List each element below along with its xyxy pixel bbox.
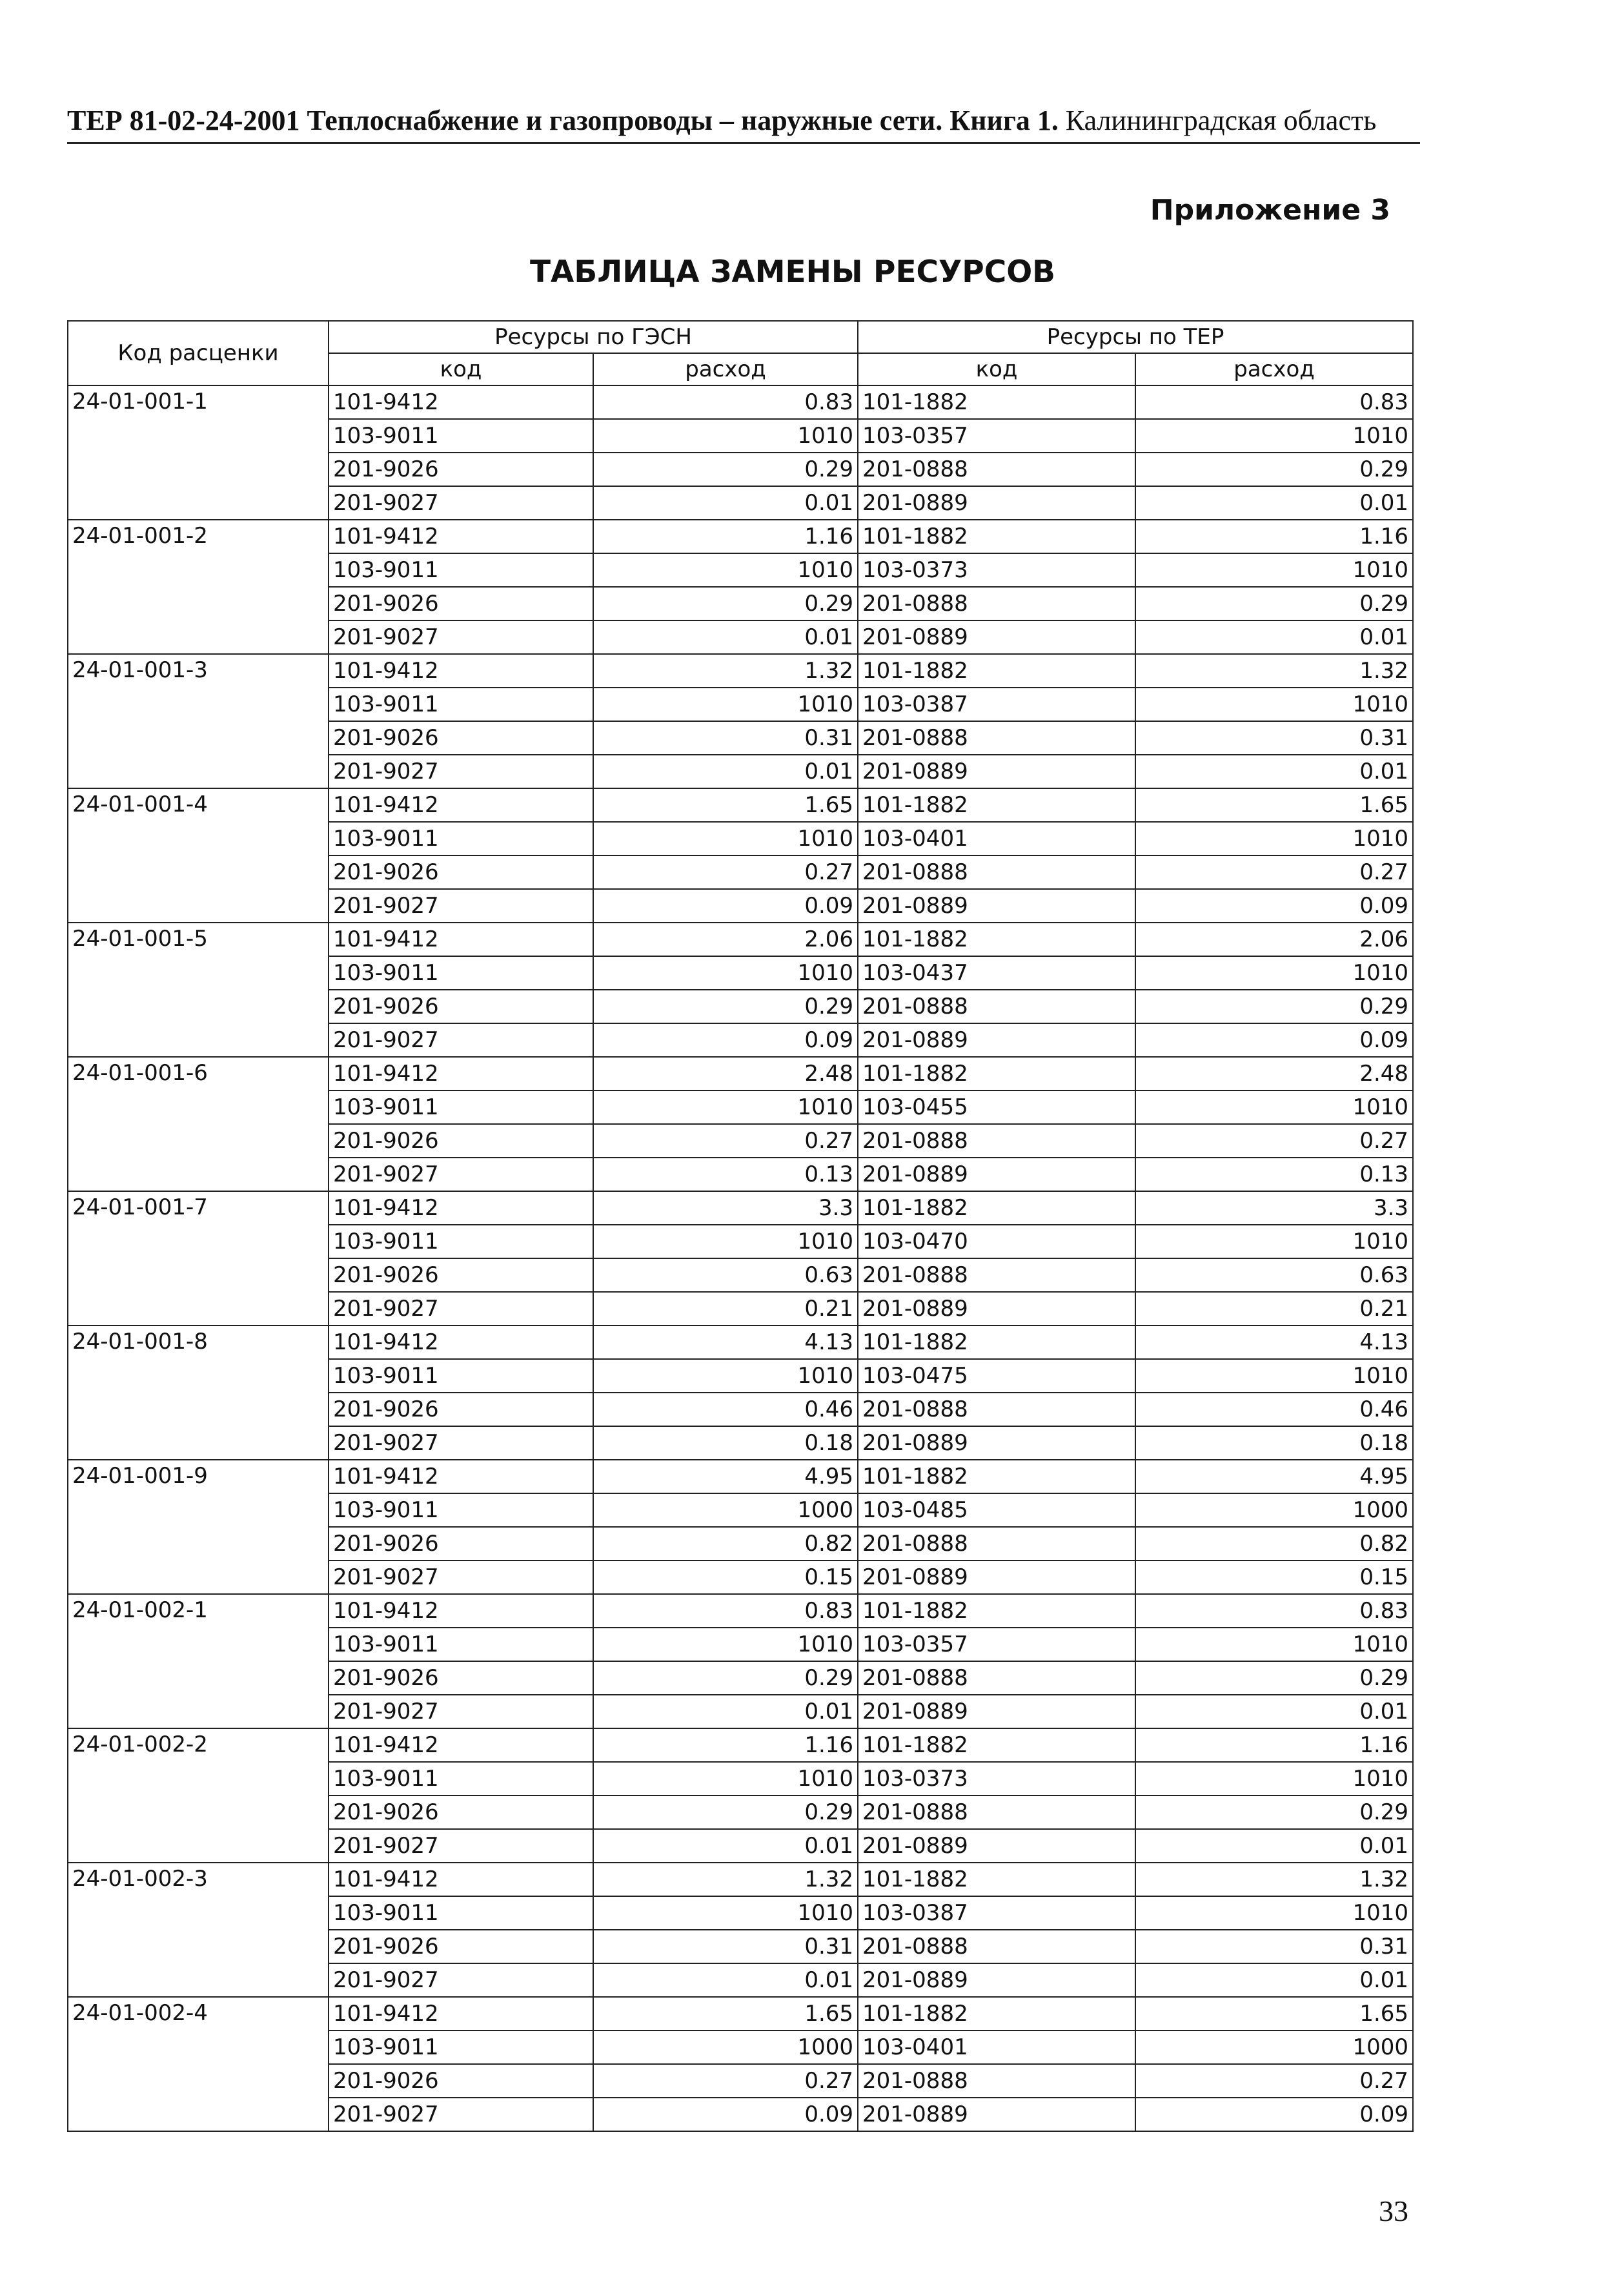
header-title: ТЕР 81-02-24-2001 Теплоснабжение и газопроводы – наружные сети. Книга 1.: [67, 105, 1059, 136]
gesn-qty-cell: 1010: [593, 1225, 858, 1258]
gesn-qty-cell: 2.48: [593, 1057, 858, 1090]
gesn-code-cell: 103-9011: [329, 419, 593, 453]
gesn-code-cell: 201-9026: [329, 990, 593, 1023]
gesn-qty-cell: 0.29: [593, 587, 858, 620]
ter-code-cell: 101-1882: [858, 1594, 1135, 1628]
gesn-code-cell: 101-9412: [329, 1594, 593, 1628]
gesn-code-cell: 103-9011: [329, 1896, 593, 1930]
rate-code-cell: 24-01-001-2: [68, 520, 329, 654]
ter-qty-cell: 0.01: [1135, 1695, 1413, 1728]
gesn-qty-cell: 0.29: [593, 1795, 858, 1829]
ter-code-cell: 101-1882: [858, 1191, 1135, 1225]
ter-code-cell: 201-0889: [858, 889, 1135, 923]
gesn-code-cell: 103-9011: [329, 1762, 593, 1795]
ter-qty-cell: 1010: [1135, 688, 1413, 721]
ter-qty-cell: 1010: [1135, 1225, 1413, 1258]
gesn-code-cell: 101-9412: [329, 654, 593, 688]
gesn-qty-cell: 1010: [593, 822, 858, 855]
gesn-qty-cell: 1.65: [593, 788, 858, 822]
ter-qty-cell: 0.29: [1135, 1661, 1413, 1695]
ter-qty-cell: 0.83: [1135, 385, 1413, 419]
gesn-qty-cell: 0.01: [593, 486, 858, 520]
ter-code-cell: 201-0888: [858, 1124, 1135, 1158]
ter-qty-cell: 0.09: [1135, 1023, 1413, 1057]
ter-qty-cell: 0.27: [1135, 855, 1413, 889]
ter-code-cell: 103-0437: [858, 956, 1135, 990]
ter-code-cell: 101-1882: [858, 1863, 1135, 1896]
col-header-ter-qty: расход: [1135, 353, 1413, 385]
gesn-qty-cell: 1000: [593, 1493, 858, 1527]
ter-qty-cell: 0.83: [1135, 1594, 1413, 1628]
ter-code-cell: 201-0889: [858, 1158, 1135, 1191]
gesn-code-cell: 201-9027: [329, 1292, 593, 1325]
gesn-code-cell: 201-9026: [329, 1930, 593, 1963]
ter-qty-cell: 3.3: [1135, 1191, 1413, 1225]
table-row: [68, 788, 1413, 822]
gesn-qty-cell: 0.01: [593, 1963, 858, 1997]
gesn-qty-cell: 0.83: [593, 1594, 858, 1628]
ter-qty-cell: 1010: [1135, 1359, 1413, 1393]
ter-code-cell: 101-1882: [858, 1997, 1135, 2030]
ter-code-cell: 201-0889: [858, 1560, 1135, 1594]
ter-code-cell: 201-0888: [858, 587, 1135, 620]
gesn-code-cell: 101-9412: [329, 1997, 593, 2030]
gesn-code-cell: 201-9026: [329, 1258, 593, 1292]
ter-code-cell: 101-1882: [858, 1460, 1135, 1493]
ter-qty-cell: 1010: [1135, 1090, 1413, 1124]
rate-code-cell: 24-01-001-9: [68, 1460, 329, 1594]
ter-qty-cell: 0.21: [1135, 1292, 1413, 1325]
col-header-ter-code: код: [858, 353, 1135, 385]
ter-qty-cell: 1010: [1135, 1762, 1413, 1795]
ter-qty-cell: 0.01: [1135, 1829, 1413, 1863]
gesn-qty-cell: 1000: [593, 2030, 858, 2064]
table-row: [68, 1460, 1413, 1493]
gesn-qty-cell: 4.95: [593, 1460, 858, 1493]
gesn-code-cell: 201-9027: [329, 1829, 593, 1863]
ter-code-cell: 101-1882: [858, 520, 1135, 553]
gesn-qty-cell: 0.27: [593, 855, 858, 889]
gesn-qty-cell: 1010: [593, 1628, 858, 1661]
gesn-qty-cell: 1.16: [593, 1728, 858, 1762]
ter-qty-cell: 4.13: [1135, 1325, 1413, 1359]
ter-code-cell: 103-0455: [858, 1090, 1135, 1124]
gesn-qty-cell: 0.01: [593, 620, 858, 654]
rate-code-cell: 24-01-002-1: [68, 1594, 329, 1728]
resource-replacement-table: [67, 320, 1414, 2132]
ter-code-cell: 201-0888: [858, 1258, 1135, 1292]
gesn-code-cell: 201-9027: [329, 486, 593, 520]
ter-code-cell: 201-0889: [858, 755, 1135, 788]
ter-code-cell: 103-0475: [858, 1359, 1135, 1393]
gesn-code-cell: 103-9011: [329, 1359, 593, 1393]
ter-code-cell: 201-0889: [858, 620, 1135, 654]
rate-code-cell: 24-01-001-1: [68, 385, 329, 520]
rate-code-cell: 24-01-001-4: [68, 788, 329, 923]
table-row: [68, 1594, 1413, 1628]
ter-qty-cell: 2.06: [1135, 923, 1413, 956]
gesn-code-cell: 201-9027: [329, 1158, 593, 1191]
ter-code-cell: 101-1882: [858, 385, 1135, 419]
ter-code-cell: 101-1882: [858, 923, 1135, 956]
ter-code-cell: 103-0401: [858, 822, 1135, 855]
ter-qty-cell: 0.31: [1135, 1930, 1413, 1963]
ter-qty-cell: 1000: [1135, 2030, 1413, 2064]
gesn-qty-cell: 0.09: [593, 1023, 858, 1057]
ter-qty-cell: 2.48: [1135, 1057, 1413, 1090]
gesn-qty-cell: 2.06: [593, 923, 858, 956]
rate-code-cell: 24-01-002-3: [68, 1863, 329, 1997]
gesn-code-cell: 103-9011: [329, 1493, 593, 1527]
header-region: Калининградская область: [1058, 105, 1377, 136]
gesn-code-cell: 201-9027: [329, 755, 593, 788]
ter-code-cell: 201-0888: [858, 1795, 1135, 1829]
gesn-qty-cell: 0.01: [593, 1695, 858, 1728]
gesn-code-cell: 201-9027: [329, 1023, 593, 1057]
ter-code-cell: 201-0888: [858, 1661, 1135, 1695]
gesn-code-cell: 103-9011: [329, 553, 593, 587]
ter-qty-cell: 1.65: [1135, 1997, 1413, 2030]
gesn-qty-cell: 1010: [593, 1359, 858, 1393]
gesn-qty-cell: 0.31: [593, 721, 858, 755]
ter-qty-cell: 1.16: [1135, 1728, 1413, 1762]
gesn-code-cell: 201-9026: [329, 721, 593, 755]
gesn-code-cell: 103-9011: [329, 1628, 593, 1661]
ter-qty-cell: 0.01: [1135, 1963, 1413, 1997]
ter-qty-cell: 0.27: [1135, 2064, 1413, 2098]
appendix-label: Приложение 3: [1150, 194, 1390, 227]
table-row: [68, 520, 1413, 553]
ter-qty-cell: 1.32: [1135, 654, 1413, 688]
gesn-code-cell: 201-9027: [329, 620, 593, 654]
ter-qty-cell: 0.46: [1135, 1393, 1413, 1426]
gesn-qty-cell: 1010: [593, 553, 858, 587]
ter-code-cell: 103-0357: [858, 1628, 1135, 1661]
gesn-qty-cell: 1.32: [593, 1863, 858, 1896]
gesn-code-cell: 201-9027: [329, 1426, 593, 1460]
ter-code-cell: 101-1882: [858, 1325, 1135, 1359]
ter-qty-cell: 1010: [1135, 956, 1413, 990]
gesn-code-cell: 201-9026: [329, 1795, 593, 1829]
table-row: [68, 1191, 1413, 1225]
ter-qty-cell: 1010: [1135, 822, 1413, 855]
gesn-qty-cell: 1.32: [593, 654, 858, 688]
gesn-code-cell: 103-9011: [329, 1090, 593, 1124]
gesn-qty-cell: 0.13: [593, 1158, 858, 1191]
table-row: [68, 1863, 1413, 1896]
gesn-code-cell: 201-9026: [329, 587, 593, 620]
ter-code-cell: 201-0889: [858, 1426, 1135, 1460]
gesn-qty-cell: 0.09: [593, 889, 858, 923]
ter-qty-cell: 0.01: [1135, 486, 1413, 520]
rate-code-cell: 24-01-001-6: [68, 1057, 329, 1191]
ter-qty-cell: 0.13: [1135, 1158, 1413, 1191]
gesn-qty-cell: 0.31: [593, 1930, 858, 1963]
ter-code-cell: 201-0888: [858, 453, 1135, 486]
gesn-qty-cell: 0.29: [593, 453, 858, 486]
rate-code-cell: 24-01-001-3: [68, 654, 329, 788]
ter-qty-cell: 1010: [1135, 1628, 1413, 1661]
gesn-qty-cell: 0.27: [593, 1124, 858, 1158]
col-group-gesn: Ресурсы по ГЭСН: [329, 321, 858, 353]
ter-code-cell: 201-0889: [858, 1829, 1135, 1863]
ter-code-cell: 201-0888: [858, 721, 1135, 755]
ter-qty-cell: 1.16: [1135, 520, 1413, 553]
gesn-code-cell: 201-9027: [329, 1560, 593, 1594]
ter-code-cell: 103-0373: [858, 1762, 1135, 1795]
col-group-ter: Ресурсы по ТЕР: [858, 321, 1413, 353]
gesn-qty-cell: 0.83: [593, 385, 858, 419]
gesn-qty-cell: 1010: [593, 1090, 858, 1124]
gesn-code-cell: 201-9026: [329, 1393, 593, 1426]
gesn-code-cell: 101-9412: [329, 923, 593, 956]
table-row: [68, 1057, 1413, 1090]
ter-qty-cell: 1000: [1135, 1493, 1413, 1527]
table-row: [68, 1325, 1413, 1359]
ter-code-cell: 101-1882: [858, 1057, 1135, 1090]
gesn-qty-cell: 1010: [593, 1762, 858, 1795]
gesn-code-cell: 201-9026: [329, 855, 593, 889]
header-rule: [67, 142, 1420, 144]
ter-code-cell: 201-0888: [858, 1527, 1135, 1560]
gesn-code-cell: 103-9011: [329, 2030, 593, 2064]
gesn-qty-cell: 0.29: [593, 1661, 858, 1695]
gesn-code-cell: 201-9027: [329, 2098, 593, 2131]
ter-code-cell: 201-0888: [858, 855, 1135, 889]
gesn-qty-cell: 0.27: [593, 2064, 858, 2098]
gesn-code-cell: 201-9026: [329, 2064, 593, 2098]
gesn-code-cell: 101-9412: [329, 1325, 593, 1359]
table-row: [68, 1728, 1413, 1762]
gesn-qty-cell: 0.18: [593, 1426, 858, 1460]
page-number: 33: [1379, 2194, 1408, 2227]
ter-qty-cell: 1010: [1135, 1896, 1413, 1930]
ter-code-cell: 201-0889: [858, 1695, 1135, 1728]
ter-code-cell: 201-0889: [858, 486, 1135, 520]
ter-code-cell: 101-1882: [858, 654, 1135, 688]
ter-code-cell: 201-0888: [858, 990, 1135, 1023]
ter-code-cell: 101-1882: [858, 1728, 1135, 1762]
table-body: [68, 385, 1413, 2131]
gesn-qty-cell: 0.21: [593, 1292, 858, 1325]
ter-code-cell: 201-0889: [858, 1023, 1135, 1057]
gesn-qty-cell: 0.29: [593, 990, 858, 1023]
ter-qty-cell: 1.32: [1135, 1863, 1413, 1896]
ter-qty-cell: 0.63: [1135, 1258, 1413, 1292]
gesn-code-cell: 103-9011: [329, 956, 593, 990]
ter-qty-cell: 0.01: [1135, 755, 1413, 788]
gesn-qty-cell: 0.46: [593, 1393, 858, 1426]
gesn-qty-cell: 3.3: [593, 1191, 858, 1225]
ter-qty-cell: 0.29: [1135, 453, 1413, 486]
ter-qty-cell: 0.15: [1135, 1560, 1413, 1594]
gesn-qty-cell: 0.09: [593, 2098, 858, 2131]
ter-qty-cell: 0.18: [1135, 1426, 1413, 1460]
gesn-qty-cell: 4.13: [593, 1325, 858, 1359]
ter-qty-cell: 0.31: [1135, 721, 1413, 755]
table-header-row-1: [68, 321, 1413, 353]
gesn-qty-cell: 0.63: [593, 1258, 858, 1292]
gesn-code-cell: 103-9011: [329, 1225, 593, 1258]
ter-code-cell: 201-0888: [858, 1930, 1135, 1963]
rate-code-cell: 24-01-001-8: [68, 1325, 329, 1460]
ter-code-cell: 103-0373: [858, 553, 1135, 587]
gesn-qty-cell: 1010: [593, 688, 858, 721]
rate-code-cell: 24-01-001-7: [68, 1191, 329, 1325]
gesn-code-cell: 101-9412: [329, 1191, 593, 1225]
gesn-code-cell: 101-9412: [329, 788, 593, 822]
gesn-qty-cell: 1010: [593, 956, 858, 990]
gesn-code-cell: 201-9027: [329, 1695, 593, 1728]
ter-code-cell: 103-0387: [858, 688, 1135, 721]
ter-qty-cell: 0.29: [1135, 1795, 1413, 1829]
ter-code-cell: 103-0357: [858, 419, 1135, 453]
table-row: [68, 654, 1413, 688]
ter-qty-cell: 0.82: [1135, 1527, 1413, 1560]
table-title: ТАБЛИЦА ЗАМЕНЫ РЕСУРСОВ: [529, 254, 1055, 290]
ter-qty-cell: 0.09: [1135, 2098, 1413, 2131]
gesn-qty-cell: 1010: [593, 1896, 858, 1930]
rate-code-cell: 24-01-001-5: [68, 923, 329, 1057]
ter-qty-cell: 4.95: [1135, 1460, 1413, 1493]
ter-code-cell: 201-0888: [858, 2064, 1135, 2098]
gesn-code-cell: 201-9027: [329, 889, 593, 923]
ter-code-cell: 201-0889: [858, 1292, 1135, 1325]
gesn-qty-cell: 1.16: [593, 520, 858, 553]
rate-code-cell: 24-01-002-2: [68, 1728, 329, 1863]
gesn-code-cell: 201-9026: [329, 1527, 593, 1560]
gesn-qty-cell: 0.01: [593, 755, 858, 788]
gesn-code-cell: 103-9011: [329, 688, 593, 721]
table-row: [68, 923, 1413, 956]
ter-qty-cell: 0.09: [1135, 889, 1413, 923]
gesn-code-cell: 103-9011: [329, 822, 593, 855]
ter-code-cell: 103-0401: [858, 2030, 1135, 2064]
ter-qty-cell: 1010: [1135, 419, 1413, 453]
ter-code-cell: 201-0888: [858, 1393, 1135, 1426]
ter-qty-cell: 1010: [1135, 553, 1413, 587]
col-header-gesn-code: код: [329, 353, 593, 385]
gesn-code-cell: 201-9026: [329, 453, 593, 486]
gesn-code-cell: 101-9412: [329, 1057, 593, 1090]
ter-code-cell: 201-0889: [858, 1963, 1135, 1997]
ter-qty-cell: 0.01: [1135, 620, 1413, 654]
gesn-code-cell: 201-9026: [329, 1124, 593, 1158]
gesn-code-cell: 101-9412: [329, 385, 593, 419]
document-header: [67, 103, 1420, 138]
gesn-code-cell: 101-9412: [329, 1863, 593, 1896]
rate-code-cell: 24-01-002-4: [68, 1997, 329, 2131]
gesn-code-cell: 101-9412: [329, 1460, 593, 1493]
ter-code-cell: 103-0485: [858, 1493, 1135, 1527]
gesn-code-cell: 101-9412: [329, 1728, 593, 1762]
gesn-qty-cell: 0.01: [593, 1829, 858, 1863]
ter-code-cell: 101-1882: [858, 788, 1135, 822]
gesn-qty-cell: 0.15: [593, 1560, 858, 1594]
gesn-code-cell: 201-9027: [329, 1963, 593, 1997]
ter-qty-cell: 0.29: [1135, 990, 1413, 1023]
gesn-qty-cell: 1010: [593, 419, 858, 453]
ter-qty-cell: 0.27: [1135, 1124, 1413, 1158]
ter-code-cell: 103-0470: [858, 1225, 1135, 1258]
gesn-qty-cell: 1.65: [593, 1997, 858, 2030]
table-row: [68, 1997, 1413, 2030]
col-header-rate: Код расценки: [68, 321, 329, 385]
ter-code-cell: 103-0387: [858, 1896, 1135, 1930]
ter-qty-cell: 0.29: [1135, 587, 1413, 620]
ter-code-cell: 201-0889: [858, 2098, 1135, 2131]
gesn-code-cell: 201-9026: [329, 1661, 593, 1695]
col-header-gesn-qty: расход: [593, 353, 858, 385]
ter-qty-cell: 1.65: [1135, 788, 1413, 822]
gesn-qty-cell: 0.82: [593, 1527, 858, 1560]
table-row: [68, 385, 1413, 419]
gesn-code-cell: 101-9412: [329, 520, 593, 553]
